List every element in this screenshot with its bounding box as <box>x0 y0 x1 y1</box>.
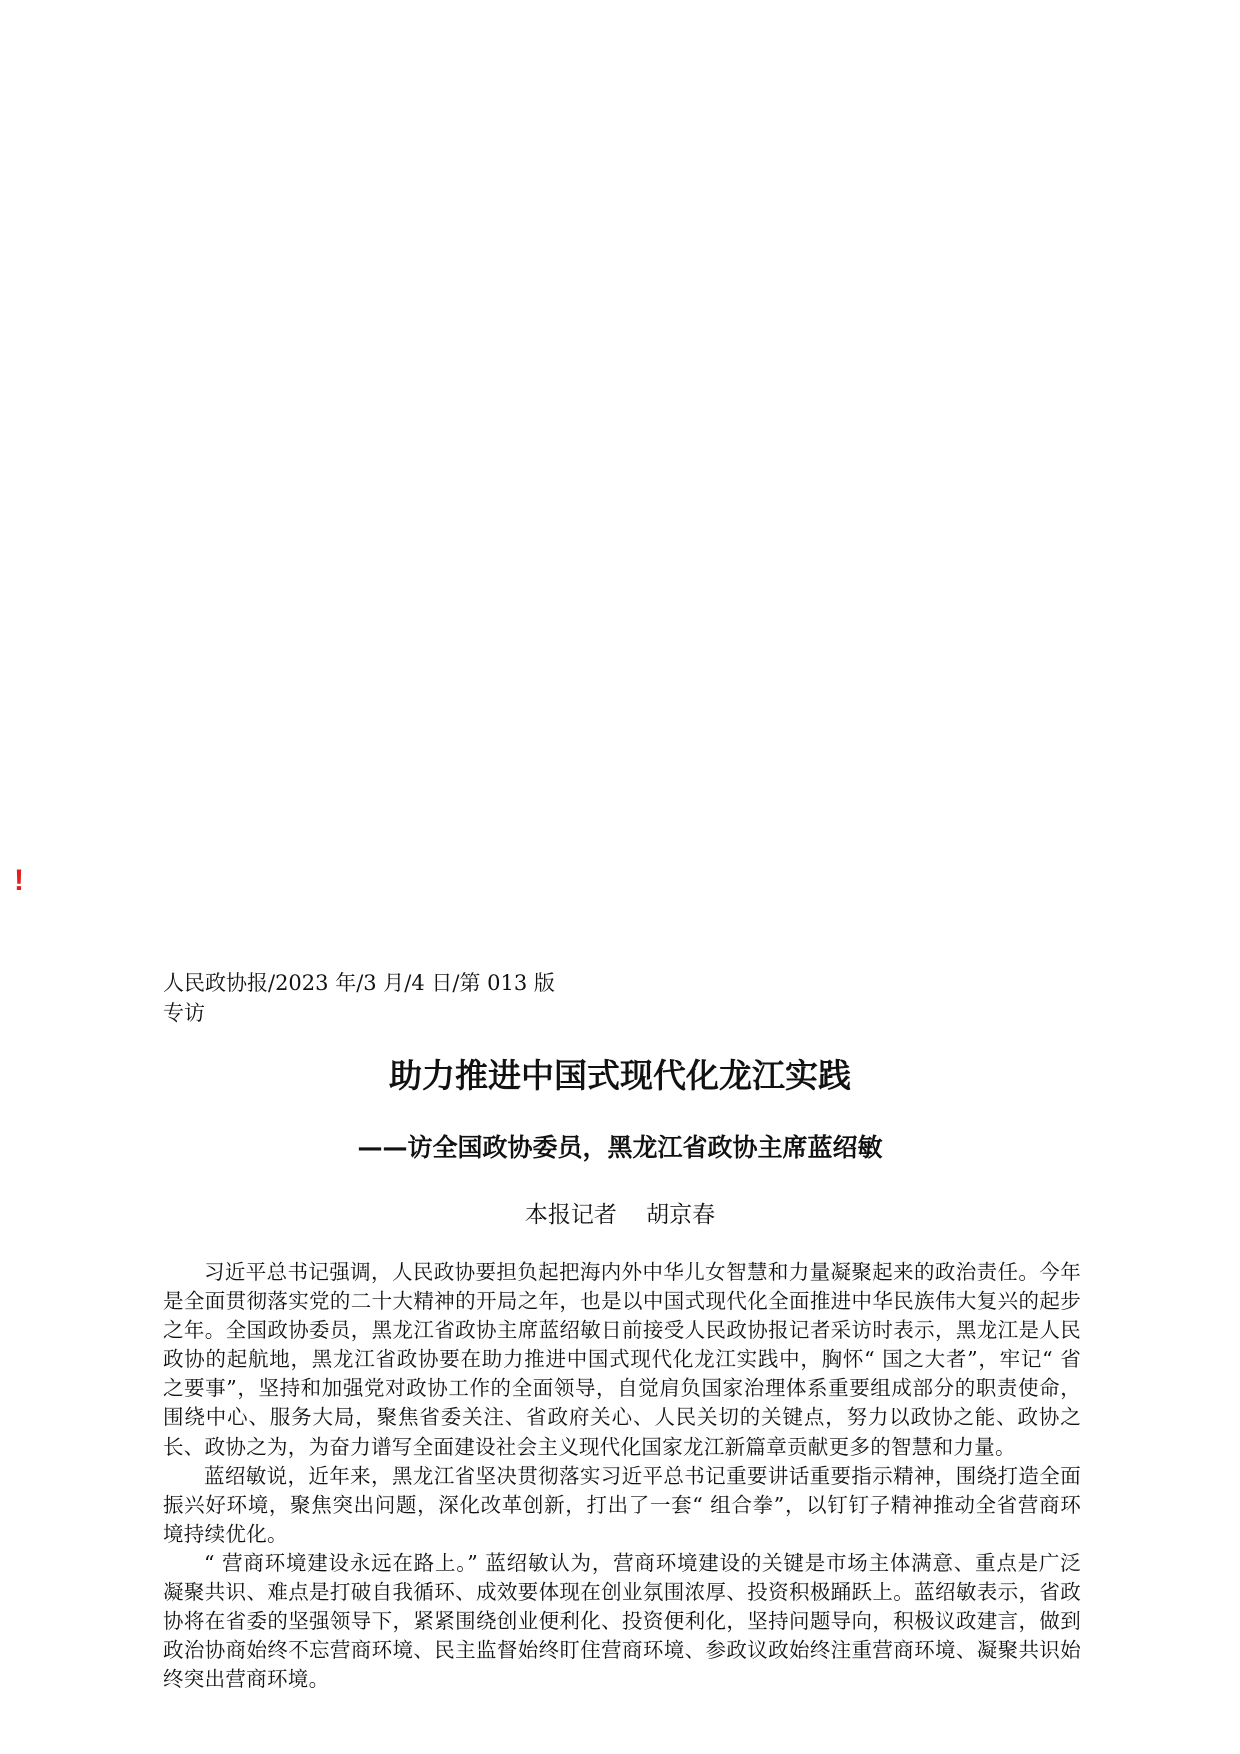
paragraph-2: 蓝绍敏说，近年来，黑龙江省坚决贯彻落实习近平总书记重要讲话重要指示精神，围绕打造全面振兴好环境，聚焦突出问题，深化改革创新，打出了一套“ 组合拳”，以钉钉子精神推动全省营商环境持续优化。 <box>163 1463 1081 1546</box>
article-subtitle: ——访全国政协委员，黑龙江省政协主席蓝绍敏 <box>357 1133 883 1162</box>
article-body <box>163 1258 1081 1694</box>
article-title: 助力推进中国式现代化龙江实践 <box>389 1056 851 1095</box>
paragraph-3: “ 营商环境建设永远在路上。” 蓝绍敏认为，营商环境建设的关键是市场主体满意、重点是广泛凝聚共识、难点是打破自我循环、成效要体现在创业氛围浓厚、投资积极踊跃上。蓝绍敏表示，省政协将在省委的坚强领导下，紧紧围绕创业便利化、投资便利化，坚持问题导向，积极议政建言，做到政治协商始终不忘营商环境、民主监督始终盯住营商环境、参政议政始终注重营商环境、凝聚共识始终突出营商环境。 <box>163 1550 1081 1692</box>
source-line: 人民政协报/2023 年/3 月/4 日/第 013 版专访 <box>163 971 555 1025</box>
paragraph-1: 习近平总书记强调，人民政协要担负起把海内外中华儿女智慧和力量凝聚起来的政治责任。今年是全面贯彻落实党的二十大精神的开局之年，也是以中国式现代化全面推进中华民族伟大复兴的起步之年。全国政协委员，黑龙江省政协主席蓝绍敏日前接受人民政协报记者采访时表示，黑龙江是人民政协的起航地，黑龙江省政协要在助力推进中国式现代化龙江实践中，胸怀“ 国之大者”，牢记“ 省之要事”，坚持和加强党对政协工作的全面领导，自觉肩负国家治理体系重要组成部分的职责使命，围绕中心、服务大局，聚焦省委关注、省政府关心、人民关切的关键点，努力以政协之能、政协之长、政协之为，为奋力谱写全面建设社会主义现代化国家龙江新篇章贡献更多的智慧和力量。 <box>163 1260 1081 1459</box>
byline: 本报记者 胡京春 <box>524 1202 716 1228</box>
red-exclamation-mark: ! <box>14 864 24 897</box>
